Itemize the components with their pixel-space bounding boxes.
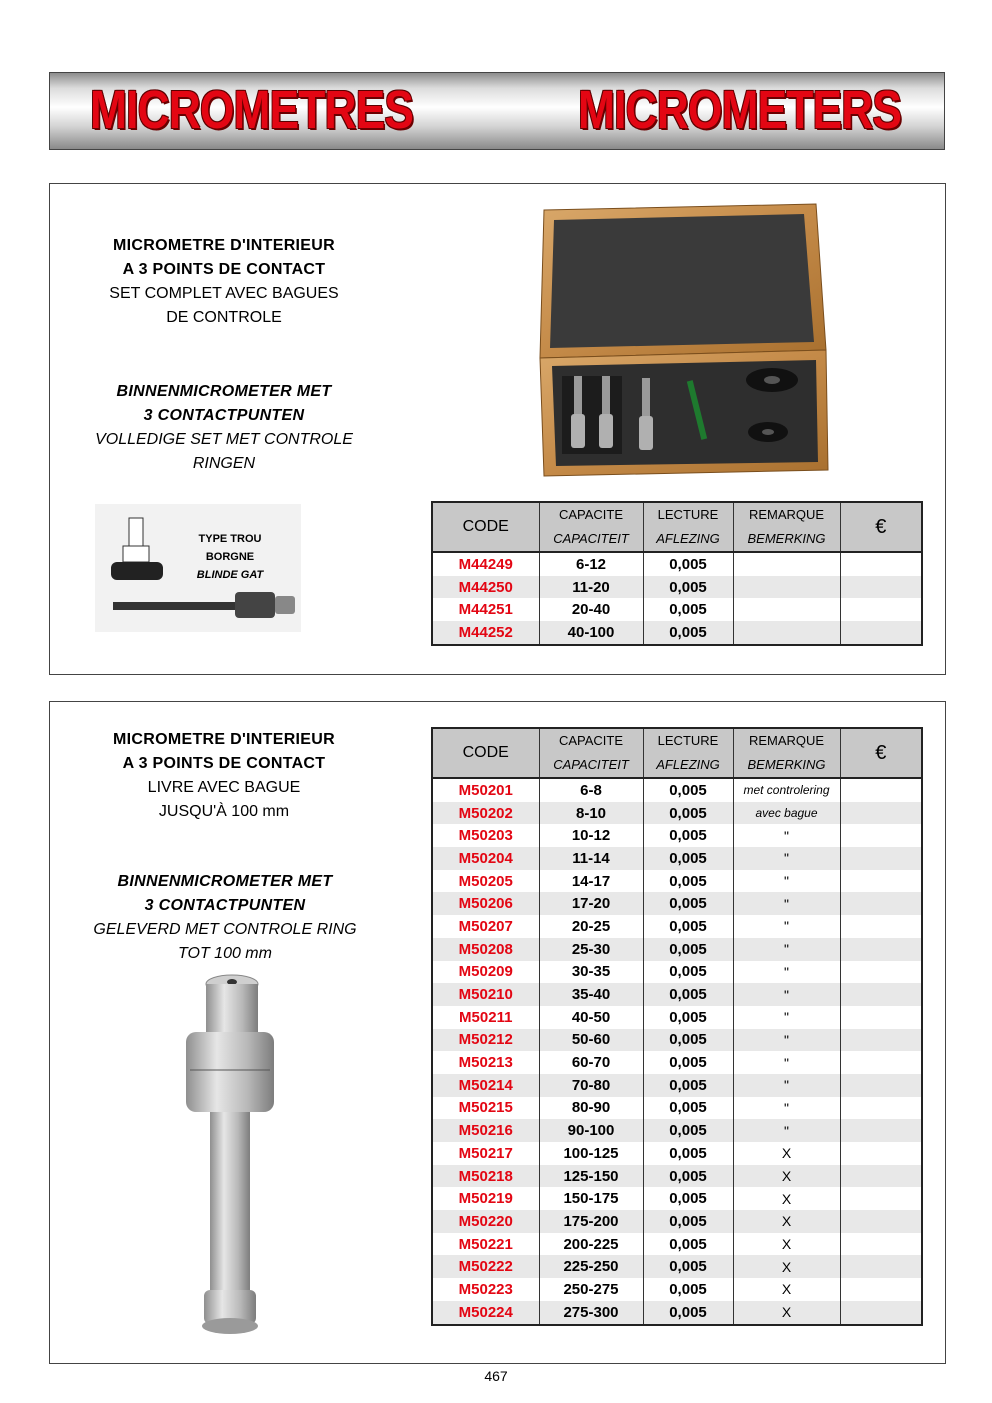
product-table-single <box>431 727 923 1326</box>
table-row <box>432 1074 922 1097</box>
product-code: M44252 <box>432 621 539 645</box>
reading-cell: 0,005 <box>643 576 733 599</box>
capacity-cell: 60-70 <box>539 1051 643 1074</box>
capacity-cell: 70-80 <box>539 1074 643 1097</box>
capacity-cell: 90-100 <box>539 1119 643 1142</box>
price-cell <box>840 1255 922 1278</box>
remark-cell: X <box>733 1278 840 1301</box>
price-cell <box>840 1029 922 1052</box>
header-capacity-fr: CAPACITE <box>558 733 624 748</box>
remark-cell <box>733 598 840 621</box>
capacity-cell: 30-35 <box>539 961 643 984</box>
header-remark-nl: BEMERKING <box>747 757 826 772</box>
product-code: M50206 <box>432 892 539 915</box>
remark-cell <box>733 552 840 576</box>
table-row <box>432 552 922 576</box>
price-cell <box>840 1165 922 1188</box>
reading-cell: 0,005 <box>643 1278 733 1301</box>
table-row <box>432 598 922 621</box>
product-code: M50213 <box>432 1051 539 1074</box>
capacity-cell: 6-8 <box>539 778 643 802</box>
reading-cell: 0,005 <box>643 892 733 915</box>
header-remark-fr: REMARQUE <box>748 507 825 522</box>
reading-cell: 0,005 <box>643 552 733 576</box>
header-remark-fr: REMARQUE <box>748 733 825 748</box>
reading-cell: 0,005 <box>643 1029 733 1052</box>
blind-hole-label <box>190 530 270 584</box>
reading-cell: 0,005 <box>643 938 733 961</box>
capacity-cell: 14-17 <box>539 870 643 893</box>
product-code: M50203 <box>432 824 539 847</box>
desc-fr-line2: A 3 POINTS DE CONTACT <box>122 755 326 772</box>
reading-cell: 0,005 <box>643 1142 733 1165</box>
capacity-cell: 225-250 <box>539 1255 643 1278</box>
header-reading-fr: LECTURE <box>657 507 719 522</box>
product-code: M50212 <box>432 1029 539 1052</box>
capacity-cell: 175-200 <box>539 1210 643 1233</box>
product-section-set <box>49 183 946 675</box>
desc-nl-line3: GELEVERD MET CONTROLE RING <box>93 921 357 938</box>
table-row <box>432 847 922 870</box>
table-row <box>432 938 922 961</box>
price-cell <box>840 621 922 645</box>
remark-cell: " <box>733 847 840 870</box>
table-row <box>432 576 922 599</box>
product-code: M50207 <box>432 915 539 938</box>
remark-cell: " <box>733 1029 840 1052</box>
price-cell <box>840 1278 922 1301</box>
product-code: M50211 <box>432 1006 539 1029</box>
desc-nl-line3: VOLLEDIGE SET MET CONTROLE <box>95 431 353 448</box>
product-code: M50205 <box>432 870 539 893</box>
table-row <box>432 1255 922 1278</box>
product-code: M50204 <box>432 847 539 870</box>
price-cell <box>840 1210 922 1233</box>
capacity-cell: 100-125 <box>539 1142 643 1165</box>
desc-nl-line1: BINNENMICROMETER MET <box>116 383 332 400</box>
price-cell <box>840 778 922 802</box>
table-row <box>432 1210 922 1233</box>
table-row <box>432 1165 922 1188</box>
table-row <box>432 983 922 1006</box>
desc-nl-line2: 3 CONTACTPUNTEN <box>143 407 305 424</box>
price-cell <box>840 1006 922 1029</box>
table-row <box>432 621 922 645</box>
capacity-cell: 6-12 <box>539 552 643 576</box>
price-cell <box>840 1233 922 1256</box>
capacity-cell: 80-90 <box>539 1097 643 1120</box>
product-code: M50202 <box>432 802 539 825</box>
blind-hole-label-line3: BLINDE GAT <box>196 569 264 581</box>
price-cell <box>840 915 922 938</box>
reading-cell: 0,005 <box>643 870 733 893</box>
description-nl <box>70 870 380 966</box>
product-code: M50209 <box>432 961 539 984</box>
header-price: € <box>840 502 922 552</box>
capacity-cell: 11-14 <box>539 847 643 870</box>
product-code: M50224 <box>432 1301 539 1325</box>
remark-cell: " <box>733 824 840 847</box>
header-reading <box>643 728 733 778</box>
remark-cell <box>733 621 840 645</box>
table-row <box>432 1029 922 1052</box>
desc-nl-line4: RINGEN <box>192 455 256 472</box>
product-code: M50221 <box>432 1233 539 1256</box>
header-remark-nl: BEMERKING <box>747 531 826 546</box>
table-row <box>432 824 922 847</box>
table-row <box>432 802 922 825</box>
reading-cell: 0,005 <box>643 983 733 1006</box>
price-cell <box>840 983 922 1006</box>
banner-title-nl: MICROMETERS <box>578 80 902 140</box>
micrometer-set-case-image <box>536 200 832 480</box>
remark-cell: " <box>733 938 840 961</box>
header-code: CODE <box>432 502 539 552</box>
product-code: M50220 <box>432 1210 539 1233</box>
desc-fr-line4: JUSQU'À 100 mm <box>158 803 290 820</box>
table-row <box>432 915 922 938</box>
product-code: M50210 <box>432 983 539 1006</box>
blind-hole-label-line1: TYPE TROU <box>198 533 262 545</box>
remark-cell: " <box>733 983 840 1006</box>
price-cell <box>840 847 922 870</box>
reading-cell: 0,005 <box>643 1051 733 1074</box>
inside-micrometer-image <box>180 970 280 1350</box>
product-code: M50201 <box>432 778 539 802</box>
table-row <box>432 1051 922 1074</box>
price-cell <box>840 1301 922 1325</box>
reading-cell: 0,005 <box>643 1119 733 1142</box>
capacity-cell: 40-50 <box>539 1006 643 1029</box>
table-row <box>432 1233 922 1256</box>
header-capacity-fr: CAPACITE <box>558 507 624 522</box>
desc-fr-line3: LIVRE AVEC BAGUE <box>147 779 301 796</box>
product-code: M44250 <box>432 576 539 599</box>
price-cell <box>840 1097 922 1120</box>
remark-cell: " <box>733 1006 840 1029</box>
table-row <box>432 892 922 915</box>
capacity-cell: 250-275 <box>539 1278 643 1301</box>
remark-cell: X <box>733 1165 840 1188</box>
header-price: € <box>840 728 922 778</box>
price-cell <box>840 598 922 621</box>
product-code: M50219 <box>432 1187 539 1210</box>
capacity-cell: 50-60 <box>539 1029 643 1052</box>
page-number: 467 <box>484 1368 508 1384</box>
remark-cell: " <box>733 915 840 938</box>
table-row <box>432 1119 922 1142</box>
table-row <box>432 870 922 893</box>
price-cell <box>840 802 922 825</box>
header-code: CODE <box>432 728 539 778</box>
remark-cell: " <box>733 1051 840 1074</box>
reading-cell: 0,005 <box>643 1210 733 1233</box>
price-cell <box>840 892 922 915</box>
reading-cell: 0,005 <box>643 1255 733 1278</box>
product-code: M50216 <box>432 1119 539 1142</box>
remark-cell: X <box>733 1301 840 1325</box>
table-row <box>432 1278 922 1301</box>
header-reading <box>643 502 733 552</box>
page-banner <box>49 72 945 150</box>
price-cell <box>840 1119 922 1142</box>
reading-cell: 0,005 <box>643 1097 733 1120</box>
capacity-cell: 17-20 <box>539 892 643 915</box>
reading-cell: 0,005 <box>643 1074 733 1097</box>
blind-hole-label-line2: BORGNE <box>205 551 255 563</box>
description-fr <box>74 234 374 330</box>
capacity-cell: 20-40 <box>539 598 643 621</box>
header-capacity-nl: CAPACITEIT <box>553 531 629 546</box>
reading-cell: 0,005 <box>643 1165 733 1188</box>
desc-nl-line2: 3 CONTACTPUNTEN <box>144 897 306 914</box>
price-cell <box>840 961 922 984</box>
desc-fr-line1: MICROMETRE D'INTERIEUR <box>113 731 335 748</box>
capacity-cell: 11-20 <box>539 576 643 599</box>
reading-cell: 0,005 <box>643 824 733 847</box>
capacity-cell: 125-150 <box>539 1165 643 1188</box>
price-cell <box>840 938 922 961</box>
remark-cell: avec bague <box>733 802 840 825</box>
product-table-set <box>431 501 923 646</box>
capacity-cell: 200-225 <box>539 1233 643 1256</box>
table-row <box>432 1097 922 1120</box>
header-remark <box>733 502 840 552</box>
table-row <box>432 1006 922 1029</box>
header-capacity-nl: CAPACITEIT <box>553 757 629 772</box>
table-row <box>432 1187 922 1210</box>
remark-cell: X <box>733 1187 840 1210</box>
reading-cell: 0,005 <box>643 802 733 825</box>
remark-cell: " <box>733 1119 840 1142</box>
desc-fr-line1: MICROMETRE D'INTERIEUR <box>113 237 335 254</box>
header-capacity <box>539 728 643 778</box>
capacity-cell: 8-10 <box>539 802 643 825</box>
remark-cell: X <box>733 1233 840 1256</box>
capacity-cell: 25-30 <box>539 938 643 961</box>
desc-fr-line4: DE CONTROLE <box>166 309 282 326</box>
price-cell <box>840 576 922 599</box>
product-code: M50222 <box>432 1255 539 1278</box>
header-capacity <box>539 502 643 552</box>
price-cell <box>840 824 922 847</box>
capacity-cell: 150-175 <box>539 1187 643 1210</box>
price-cell <box>840 870 922 893</box>
capacity-cell: 40-100 <box>539 621 643 645</box>
header-reading-nl: AFLEZING <box>656 757 720 772</box>
reading-cell: 0,005 <box>643 1301 733 1325</box>
remark-cell: X <box>733 1210 840 1233</box>
reading-cell: 0,005 <box>643 1006 733 1029</box>
remark-cell: X <box>733 1142 840 1165</box>
remark-cell: " <box>733 892 840 915</box>
remark-cell: " <box>733 870 840 893</box>
remark-cell: " <box>733 1074 840 1097</box>
capacity-cell: 10-12 <box>539 824 643 847</box>
reading-cell: 0,005 <box>643 915 733 938</box>
header-remark <box>733 728 840 778</box>
price-cell <box>840 552 922 576</box>
product-code: M50208 <box>432 938 539 961</box>
price-cell <box>840 1187 922 1210</box>
header-reading-fr: LECTURE <box>657 733 719 748</box>
capacity-cell: 275-300 <box>539 1301 643 1325</box>
product-section-single <box>49 701 946 1364</box>
table-row <box>432 1142 922 1165</box>
reading-cell: 0,005 <box>643 778 733 802</box>
reading-cell: 0,005 <box>643 961 733 984</box>
banner-title-fr: MICROMETRES <box>90 80 414 140</box>
reading-cell: 0,005 <box>643 1187 733 1210</box>
reading-cell: 0,005 <box>643 598 733 621</box>
product-code: M50214 <box>432 1074 539 1097</box>
remark-cell: " <box>733 1097 840 1120</box>
product-code: M50223 <box>432 1278 539 1301</box>
product-code: M44249 <box>432 552 539 576</box>
product-code: M50218 <box>432 1165 539 1188</box>
description-nl <box>74 380 374 476</box>
desc-fr-line2: A 3 POINTS DE CONTACT <box>122 261 326 278</box>
table-row <box>432 961 922 984</box>
remark-cell: met controlering <box>733 778 840 802</box>
reading-cell: 0,005 <box>643 621 733 645</box>
capacity-cell: 20-25 <box>539 915 643 938</box>
reading-cell: 0,005 <box>643 1233 733 1256</box>
capacity-cell: 35-40 <box>539 983 643 1006</box>
desc-nl-line1: BINNENMICROMETER MET <box>117 873 333 890</box>
header-reading-nl: AFLEZING <box>656 531 720 546</box>
product-code: M44251 <box>432 598 539 621</box>
remark-cell: " <box>733 961 840 984</box>
price-cell <box>840 1142 922 1165</box>
table-row <box>432 1301 922 1325</box>
remark-cell <box>733 576 840 599</box>
table-row <box>432 778 922 802</box>
description-fr <box>74 728 374 824</box>
product-code: M50215 <box>432 1097 539 1120</box>
remark-cell: X <box>733 1255 840 1278</box>
desc-fr-line3: SET COMPLET AVEC BAGUES <box>109 285 339 302</box>
product-code: M50217 <box>432 1142 539 1165</box>
reading-cell: 0,005 <box>643 847 733 870</box>
price-cell <box>840 1051 922 1074</box>
desc-nl-line4: TOT 100 mm <box>178 945 272 962</box>
price-cell <box>840 1074 922 1097</box>
